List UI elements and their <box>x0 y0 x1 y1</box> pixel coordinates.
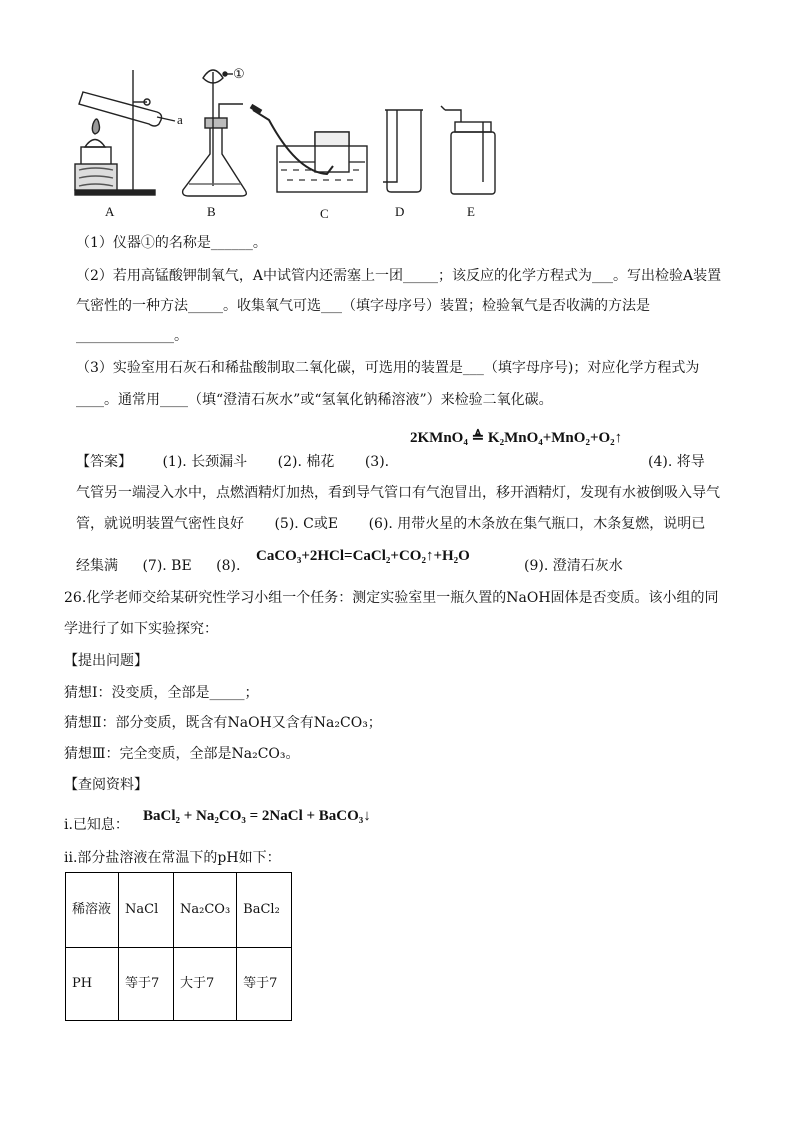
q26-guess-3: 猜想Ⅲ：完全变质，全部是Na₂CO₃。 <box>64 746 300 762</box>
answer-l3a: 管，就说明装置气密性良好 <box>76 516 244 532</box>
q26-intro-line1: 26.化学老师交给某研究性学习小组一个任务：测定实验室里一瓶久置的NaOH固体是否变质。该小组的同 <box>64 590 719 606</box>
answer-line2: 气管另一端浸入水中，点燃酒精灯加热，看到导气管口有气泡冒出，移开酒精灯，发现有水被倒吸入导气 <box>76 485 720 501</box>
q26-eq3-text: BaCl₂ + Na₂CO₃ = 2NaCl + BaCO₃↓ <box>143 808 371 824</box>
ph-table <box>65 872 292 1021</box>
answer-eq1-text: 2KMnO₄ ≜ K₂MnO₄+MnO₂+O₂↑ <box>410 430 623 446</box>
q26-info-i-prefix: ⅰ.已知息： <box>64 817 129 833</box>
q25-part3-line1: （3）实验室用石灰石和稀盐酸制取二氧化碳，可选用的装置是___（填字母序号)；对应化学方程式为 <box>76 360 700 376</box>
q26-info-ii: ⅱ.部分盐溶液在常温下的pH如下： <box>64 850 281 866</box>
q25-part3-line2: ____。通常用____（填“澄清石灰水”或“氢氧化钠稀溶液”）来检验二氧化碳。 <box>76 392 553 408</box>
q26-eq3 <box>143 808 371 825</box>
table-cell: 等于7 <box>237 948 292 1021</box>
answer-head: 【答案】 <box>76 454 132 470</box>
q25-part2-line3: ______________。 <box>76 328 188 344</box>
table-cell: BaCl₂ <box>237 873 292 948</box>
label-C: C <box>320 206 329 221</box>
table-cell: 等于7 <box>119 948 174 1021</box>
answer-line3 <box>76 514 705 534</box>
table-row <box>66 873 292 948</box>
q25-part1: （1）仪器①的名称是______。 <box>76 235 267 251</box>
q26-heading-question: 【提出问题】 <box>64 653 148 669</box>
table-cell: 大于7 <box>174 948 237 1021</box>
q26-heading-info: 【查阅资料】 <box>64 777 148 793</box>
q26-intro-line2: 学进行了如下实验探究： <box>64 621 218 637</box>
answer-eq2 <box>256 548 470 565</box>
label-E: E <box>467 204 475 219</box>
label-A: A <box>105 204 115 219</box>
label-B: B <box>207 204 216 219</box>
q26-guess-2: 猜想Ⅱ：部分变质，既含有NaOH又含有Na₂CO₃； <box>64 715 382 731</box>
label-marker-1: ① <box>233 66 245 81</box>
answer-line1 <box>76 452 389 472</box>
answer-a8: (8). <box>216 558 241 574</box>
answer-a1: (1). 长颈漏斗 <box>162 454 248 470</box>
answer-l4a: 经集满 <box>76 558 118 574</box>
q26-info-i <box>64 815 129 835</box>
q25-part2-line2: 气密性的一种方法_____。收集氧气可选___（填字母序号）装置；检验氧气是否收满的方法是 <box>76 298 650 314</box>
label-marker-a: a <box>177 112 183 127</box>
answer-a3: (3). <box>364 454 390 470</box>
q25-part2-line1: （2）若用高锰酸钾制氧气，A中试管内还需塞上一团_____；该反应的化学方程式为___。写出检验A装置 <box>76 268 722 284</box>
answer-a2: (2). 棉花 <box>277 454 335 470</box>
table-cell: NaCl <box>119 873 174 948</box>
table-cell: PH <box>66 948 119 1021</box>
table-cell: Na₂CO₃ <box>174 873 237 948</box>
answer-a7: (7). BE <box>142 558 192 574</box>
answer-a6: (6). 用带火星的木条放在集气瓶口，木条复燃，说明已 <box>368 516 706 532</box>
answer-eq1 <box>410 428 622 447</box>
answer-a4: (4). 将导 <box>648 454 705 470</box>
table-row <box>66 948 292 1021</box>
label-D: D <box>395 204 405 219</box>
answer-a9: (9). 澄清石灰水 <box>524 558 623 574</box>
q26-guess-1: 猜想Ⅰ：没变质，全部是_____； <box>64 685 259 701</box>
answer-eq2-text: CaCO₃+2HCl=CaCl₂+CO₂↑+H₂O <box>256 548 470 564</box>
answer-a5: (5). C或E <box>274 516 339 532</box>
answer-line4 <box>76 556 240 576</box>
apparatus-figure <box>65 62 505 222</box>
table-cell: 稀溶液 <box>66 873 119 948</box>
apparatus-drawing <box>65 62 505 222</box>
